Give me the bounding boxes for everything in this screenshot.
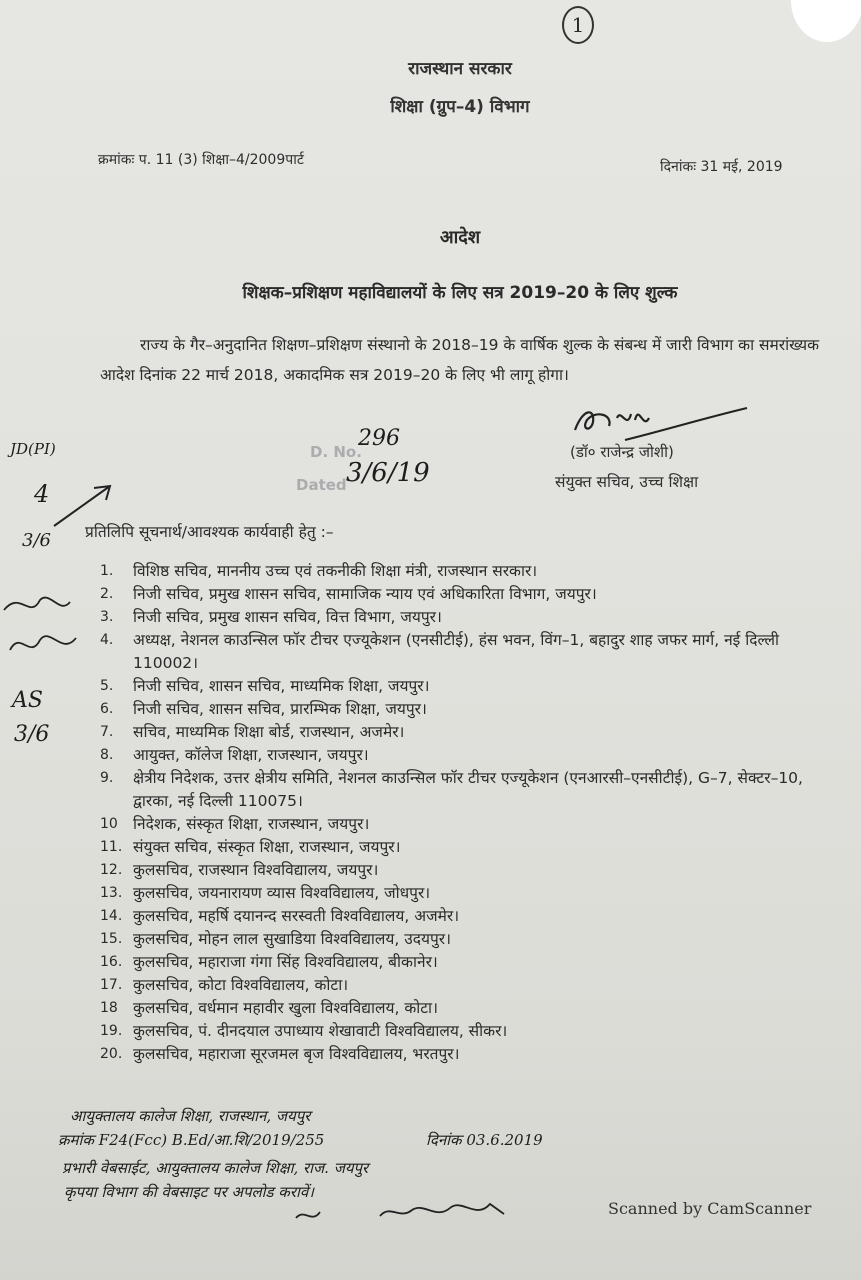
recipient-text: निजी सचिव, शासन सचिव, माध्यमिक शिक्षा, जयपुर।	[133, 677, 430, 695]
order-body: राज्य के गैर–अनुदानित शिक्षण–प्रशिक्षण संस्थानो के 2018–19 के वार्षिक शुल्क के संबन्ध में जारी विभाग का समरांख्यक आदेश दिनांक 22 मार्च 2018, अकादमिक सत्र 2019–20 के लिए भी लागू होगा।	[100, 336, 820, 384]
recipient-text: निदेशक, संस्कृत शिक्षा, राजस्थान, जयपुर।	[133, 815, 370, 833]
recipient-item	[100, 560, 820, 583]
recipient-text: कुलसचिव, महाराजा गंगा सिंह विश्वविद्यालय, बीकानेर।	[133, 953, 438, 971]
recipient-text: कुलसचिव, कोटा विश्वविद्यालय, कोटा।	[133, 976, 349, 994]
margin-note-jd: JD(PI)	[10, 440, 56, 458]
signatory-designation: संयुक्त सचिव, उच्च शिक्षा	[555, 473, 699, 491]
recipient-item	[100, 859, 820, 882]
recipient-item	[100, 813, 820, 836]
margin-note-initials: AS	[12, 688, 43, 713]
distribution-heading: प्रतिलिपि सूचनार्थ/आवश्यक कार्यवाही हेतु :–	[85, 523, 334, 541]
stamp-dated-label: Dated	[296, 476, 347, 494]
recipient-text: संयुक्त सचिव, संस्कृत शिक्षा, राजस्थान, जयपुर।	[133, 838, 401, 856]
endorsement-signatures	[290, 1190, 530, 1230]
margin-note-number: 4	[34, 480, 50, 508]
margin-note-date: 3/6	[22, 530, 51, 551]
recipient-number: 11.	[100, 839, 123, 855]
recipient-text: विशिष्ठ सचिव, माननीय उच्च एवं तकनीकी शिक्षा मंत्री, राजस्थान सरकार।	[133, 562, 538, 580]
recipient-number: 18	[100, 1000, 118, 1016]
date-label: दिनांकः	[660, 159, 697, 175]
recipient-item	[100, 606, 820, 629]
stamp-dno-value: 296	[358, 426, 400, 451]
recipient-item	[100, 974, 820, 997]
recipient-number: 12.	[100, 862, 123, 878]
recipient-item	[100, 928, 820, 951]
corner-marker	[791, 0, 861, 42]
recipient-number: 2.	[100, 586, 114, 602]
recipient-number: 13.	[100, 885, 123, 901]
recipient-item	[100, 1043, 820, 1066]
margin-note-date-2: 3/6	[14, 722, 50, 747]
recipient-text: कुलसचिव, राजस्थान विश्वविद्यालय, जयपुर।	[133, 861, 379, 879]
recipient-text: निजी सचिव, प्रमुख शासन सचिव, वित्त विभाग, जयपुर।	[133, 608, 442, 626]
date-value: 31 मई, 2019	[700, 159, 783, 175]
recipient-item	[100, 744, 820, 767]
recipient-number: 1.	[100, 563, 114, 579]
signature-mark	[565, 400, 755, 445]
recipient-text: निजी सचिव, प्रमुख शासन सचिव, सामाजिक न्याय एवं अधिकारिता विभाग, जयपुर।	[133, 585, 597, 603]
recipient-text: निजी सचिव, शासन सचिव, प्रारम्भिक शिक्षा, जयपुर।	[133, 700, 427, 718]
recipient-item	[100, 997, 820, 1020]
page-number: 1	[562, 6, 594, 44]
recipient-number: 14.	[100, 908, 123, 924]
reference-number: क्रमांकः प. 11 (3) शिक्षा–4/2009पार्ट	[98, 152, 304, 168]
department-heading: शिक्षा (ग्रुप–4) विभाग	[390, 97, 530, 117]
recipient-item	[100, 951, 820, 974]
recipient-list	[100, 560, 820, 1066]
endorsement-reference: क्रमांक F24(Fcc) B.Ed/आ.शि/2019/255	[58, 1131, 325, 1149]
order-subject: शिक्षक–प्रशिक्षण महाविद्यालयों के लिए सत्र 2019–20 के लिए शुल्क	[242, 283, 678, 303]
recipient-item	[100, 698, 820, 721]
recipient-text: कुलसचिव, वर्धमान महावीर खुला विश्वविद्यालय, कोटा।	[133, 999, 438, 1017]
endorsement-addressee: प्रभारी वेबसाईट, आयुक्तालय कालेज शिक्षा, राज. जयपुर	[62, 1159, 369, 1177]
recipient-number: 9.	[100, 770, 114, 786]
recipient-number: 8.	[100, 747, 114, 763]
recipient-item	[100, 1020, 820, 1043]
recipient-number: 6.	[100, 701, 114, 717]
recipient-text: कुलसचिव, जयनारायण व्यास विश्वविद्यालय, जोधपुर।	[133, 884, 431, 902]
recipient-number: 15.	[100, 931, 123, 947]
recipient-number: 19.	[100, 1023, 123, 1039]
order-title: आदेश	[439, 227, 481, 248]
recipient-item	[100, 675, 820, 698]
endorsement-date: दिनांक 03.6.2019	[426, 1131, 543, 1149]
recipient-text: कुलसचिव, पं. दीनदयाल उपाध्याय शेखावाटी विश्वविद्यालय, सीकर।	[133, 1022, 508, 1040]
recipient-number: 20.	[100, 1046, 123, 1062]
recipient-text: क्षेत्रीय निदेशक, उत्तर क्षेत्रीय समिति, नेशनल काउन्सिल फॉर टीचर एज्यूकेशन (एनआरसी–एनसीटीई), G–7, सेक्टर–10, द्वारका, नई दिल्ली 110075।	[133, 769, 803, 810]
recipient-text: कुलसचिव, मोहन लाल सुखाडिया विश्वविद्यालय, उदयपुर।	[133, 930, 451, 948]
recipient-text: कुलसचिव, महर्षि दयानन्द सरस्वती विश्वविद्यालय, अजमेर।	[133, 907, 460, 925]
recipient-item	[100, 583, 820, 606]
recipient-text: कुलसचिव, महाराजा सूरजमल बृज विश्वविद्यालय, भरतपुर।	[133, 1045, 460, 1063]
stamp-dated-value: 3/6/19	[346, 458, 430, 488]
stamp-dno-label: D. No.	[310, 443, 362, 461]
endorsement-office: आयुक्तालय कालेज शिक्षा, राजस्थान, जयपुर	[70, 1107, 311, 1125]
recipient-text: अध्यक्ष, नेशनल काउन्सिल फॉर टीचर एज्यूकेशन (एनसीटीई), हंस भवन, विंग–1, बहादुर शाह जफर मार्ग, नई दिल्ली 110002।	[133, 631, 779, 672]
endorsement-instruction: कृपया विभाग की वेबसाइट पर अपलोड करावें।	[64, 1183, 314, 1201]
recipient-item	[100, 721, 820, 744]
scanner-watermark: Scanned by CamScanner	[608, 1199, 812, 1218]
recipient-item	[100, 629, 820, 675]
recipient-text: सचिव, माध्यमिक शिक्षा बोर्ड, राजस्थान, अजमेर।	[133, 723, 405, 741]
recipient-item	[100, 836, 820, 859]
recipient-number: 17.	[100, 977, 123, 993]
recipient-number: 16.	[100, 954, 123, 970]
recipient-text: आयुक्त, कॉलेज शिक्षा, राजस्थान, जयपुर।	[133, 746, 369, 764]
recipient-number: 3.	[100, 609, 114, 625]
recipient-item	[100, 882, 820, 905]
recipient-number: 5.	[100, 678, 114, 694]
recipient-item	[100, 767, 820, 813]
signatory-name: (डॉ० राजेन्द्र जोशी)	[570, 443, 674, 461]
date-field	[660, 157, 783, 176]
recipient-number: 4.	[100, 632, 114, 648]
recipient-number: 10	[100, 816, 118, 832]
margin-scribble	[0, 590, 90, 670]
government-heading: राजस्थान सरकार	[408, 59, 512, 79]
recipient-item	[100, 905, 820, 928]
recipient-number: 7.	[100, 724, 114, 740]
